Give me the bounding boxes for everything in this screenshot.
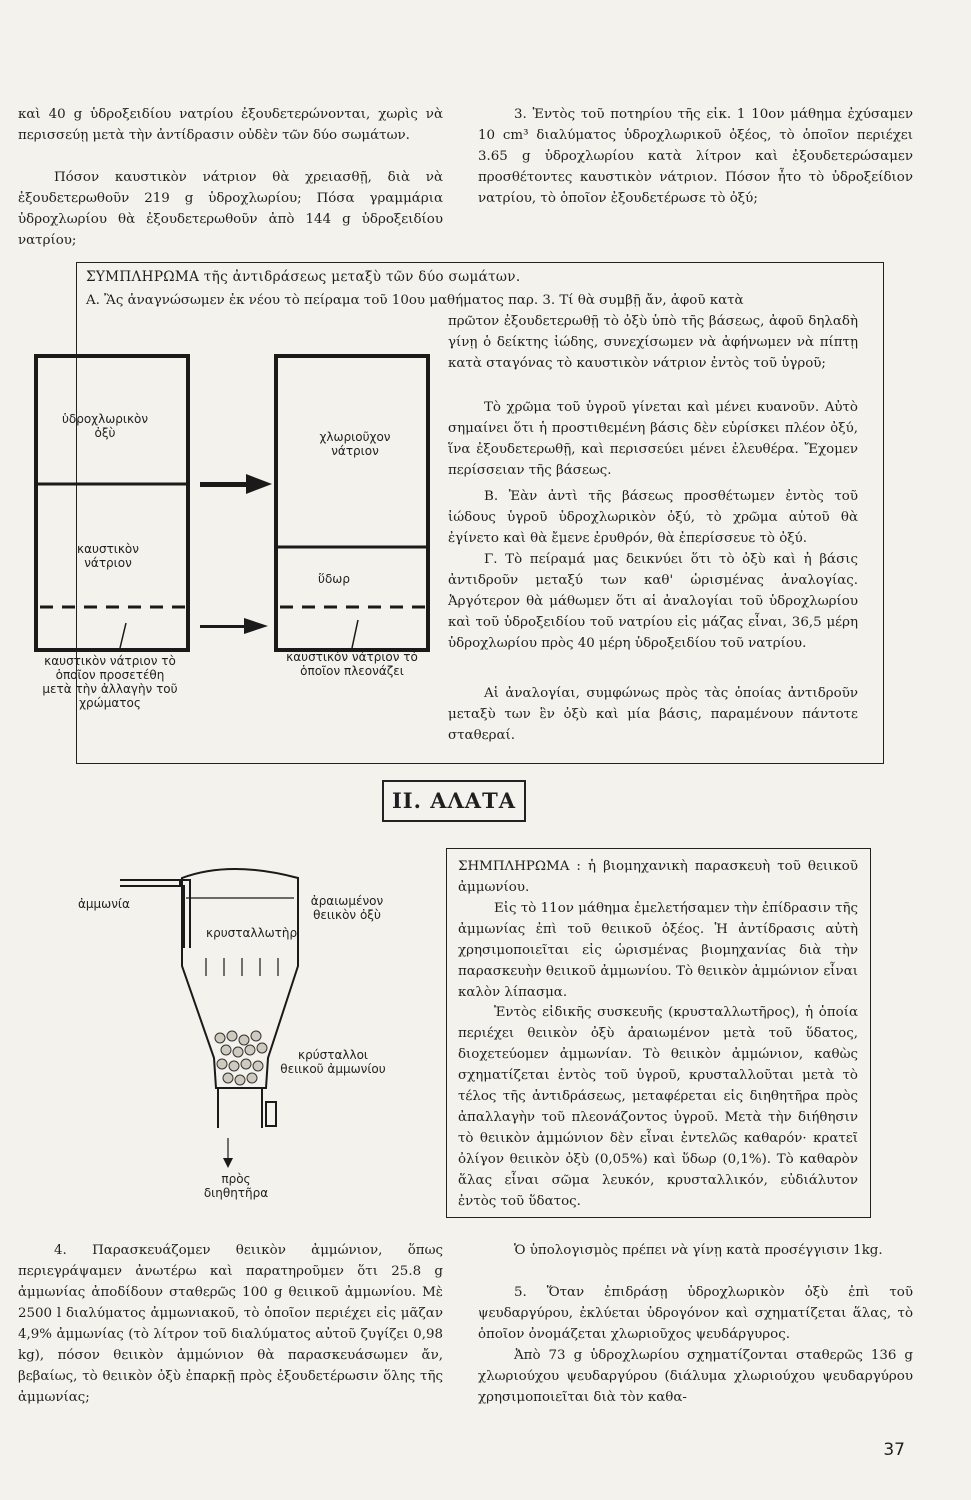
label-crystals: κρύσταλλοι θειικοῦ ἀμμωνίου	[280, 1048, 386, 1076]
top-right-para-1: 3. Ἐντὸς τοῦ ποτηρίου τῆς εἰκ. 1 10ον μάθημα ἐχύσαμεν 10 cm³ διαλύματος ὑδροχλωρικοῦ ὀξέος, τὸ ὁποῖον περιέχει 3.65 g ὑδροχλωρίου κατὰ λίτρον καὶ ἐξουδετερώσαμεν προσθέτοντες καυστικὸν νάτριον. Πόσον ἦτο τὸ ὑδροξείδιον νατρίου, τὸ ὁποῖον ἐξουδετέρωσε τὸ ὀξύ;	[478, 107, 913, 206]
flow-arrow-head	[223, 1158, 233, 1168]
arrow-bottom	[200, 618, 268, 634]
supplement-2-para-1: Εἰς τὸ 11ον μάθημα ἐμελετήσαμεν τὴν ἐπίδρασιν τῆς ἀμμωνίας ἐπὶ τοῦ θειικοῦ ὀξέος. Ἡ ἀντίδρασις αὐτὴ χρησιμοποιεῖται εἰς ὡρισμένας βιομηχανίας διὰ τὴν παρασκευὴν θειικοῦ ἀμμωνίου. Τὸ θειικὸν ἀμμώνιον εἶναι καλὸν λίπασμα.	[458, 901, 858, 1000]
bottom-right-para-2: 5. Ὅταν ἐπιδράσῃ ὑδροχλωρικὸν ὀξὺ ἐπὶ τοῦ ψευδαργύρου, ἐκλύεται ὑδρογόνον καὶ σχηματίζεται ἅλας, τὸ ὁποῖον ὀνομάζεται χλωριοῦχος ψευδάργυρος.	[478, 1285, 913, 1342]
caption-added-soda: καυστικὸν νάτριον τὸ ὁποῖον προσετέθη μετὰ τὴν ἀλλαγὴν τοῦ χρώματος	[42, 654, 178, 710]
inlet-pipe	[120, 880, 180, 886]
label-crystallizer: κρυσταλλωτὴρ	[206, 926, 298, 940]
bottom-right-para-3: Ἀπὸ 73 g ὑδροχλωρίου σχηματίζονται σταθερῶς 136 g χλωριούχου ψευδαργύρου (διάλυμα χλωριούχου ψευδαργύρου χρησιμοποιεῖται διὰ τὸν καθα-	[478, 1348, 913, 1405]
label-hydrochloric-acid: ὑδροχλωρικὸν ὀξὺ	[61, 412, 149, 440]
pointer-left	[120, 623, 126, 648]
label-to-filter: πρὸς διηθητῆρα	[203, 1172, 269, 1200]
supplement-1-b: Β. Ἐὰν ἀντὶ τῆς βάσεως προσθέτωμεν ἐντὸς τοῦ ἰώδους ὑγροῦ ὑδροχλωρικὸν ὀξύ, τὸ χρῶμα αὐτοῦ θὰ ἐγίνετο καὶ θὰ ἔμενε ἐρυθρόν, θὰ ἐπερίσσευε τὸ ὀξύ.	[448, 489, 858, 546]
supplement-1-a-cont: πρῶτον ἐξουδετερωθῇ τὸ ὀξὺ ὑπὸ τῆς βάσεως, ἀφοῦ δηλαδὴ γίνῃ ὁ δείκτης ἰώδης, συνεχίσωμεν νὰ ἀφήνωμεν νὰ πίπτῃ κατὰ σταγόνας τὸ καυστικὸν νάτριον ἐντὸς τοῦ ὑγροῦ;	[448, 314, 858, 371]
label-ammonia: ἀμμωνία	[78, 897, 130, 911]
label-caustic-soda: καυστικὸν νάτριον	[77, 542, 139, 570]
supplement-2-para-2: Ἐντὸς εἰδικῆς συσκευῆς (κρυσταλλωτῆρος), ἡ ὁποία περιέχει θειικὸν ὀξὺ ἀραιωμένον μετὰ τοῦ ὕδατος, διοχετεύομεν ἀμμωνίαν. Τὸ θειικὸν ἀμμώνιον, καθὼς σχηματίζεται ἐντὸς τοῦ ὑγροῦ, κρυσταλλοῦται μετὰ τὸ τέλος τῆς ἀντιδράσεως, μεταφέρεται εἰς διηθητῆρα πρὸς ἀπαλλαγὴν τοῦ πλεονάζοντος ὑγροῦ. Μετὰ τὴν διήθησιν τὸ θειικὸν ἀμμώνιον δὲν εἶναι ἐντελῶς καθαρόν· κρατεῖ ὀλίγον θειικὸν ὀξὺ (0,05%) καὶ ὕδωρ (0,1%). Τὸ καθαρὸν ἅλας εἶναι σῶμα λευκόν, κρυσταλλικόν, εὐδιάλυτον ἐντὸς τοῦ ὕδατος.	[458, 1005, 858, 1209]
label-dilute-acid: ἀραιωμένον θειικὸν ὀξὺ	[310, 894, 384, 922]
crystal-mass	[215, 1031, 267, 1085]
bottom-right-para-1: Ὁ ὑπολογισμὸς πρέπει νὰ γίνῃ κατὰ προσέγγισιν 1kg.	[514, 1243, 883, 1258]
supplement-1-a-answer: Τὸ χρῶμα τοῦ ὑγροῦ γίνεται καὶ μένει κυανοῦν. Αὐτὸ σημαίνει ὅτι ἡ προστιθεμένη βάσις δὲν εὑρίσκει πλέον ὀξύ, ἵνα ἐξουδετερωθῇ, καὶ περισσεύει μένει ἐλευθέρα. Ἔχομεν περίσσειαν τῆς βάσεως.	[448, 400, 858, 478]
neutralization-diagram	[28, 350, 448, 660]
outlet-valve	[266, 1102, 276, 1126]
supplement-1-heading: ΣΥΜΠΛΗΡΩΜΑ τῆς ἀντιδράσεως μεταξὺ τῶν δύο σωμάτων.	[86, 269, 521, 285]
section-title-salts: II. ΑΛΑΤΑ	[382, 780, 526, 822]
arrow-top	[200, 474, 272, 494]
top-left-para-1: καὶ 40 g ὑδροξειδίου νατρίου ἐξουδετερώνονται, χωρὶς νὰ περισσεύῃ μετὰ τὴν ἀντίδρασιν οὐδὲν τῶν δύο σωμάτων.	[18, 107, 443, 143]
page-number: 37	[883, 1440, 905, 1460]
top-left-para-2: Πόσον καυστικὸν νάτριον θὰ χρειασθῇ, διὰ νὰ ἐξουδετερωθοῦν 219 g ὑδροχλωρίου; Πόσα γραμμάρια ὑδροχλωρίου θὰ ἐξουδετερωθοῦν ἀπὸ 144 g ὑδροξειδίου νατρίου;	[18, 170, 443, 248]
bottom-left-para: 4. Παρασκευάζομεν θειικὸν ἀμμώνιον, ὅπως περιεγράψαμεν ἀνωτέρω καὶ παρατηροῦμεν ὅτι 25.8 g ἀμμωνίας ἀποδίδουν σταθερῶς 100 g θειικοῦ ἀμμωνίου. Μὲ 2500 l διαλύματος ἀμμωνιακοῦ, τὸ ὁποῖον περιέχει εἰς μᾶζαν 4,9% ἀμμωνίας (τὸ λίτρον τοῦ διαλύματος αὐτοῦ ζυγίζει 0,98 kg), πόσον θειικὸν ἀμμώνιον θὰ παρασκευάσωμεν ἄν, βεβαίως, τὸ θειικὸν ὀξὺ ἐπαρκῇ πρὸς ἐξουδετέρωσιν ὅλης τῆς ἀμμωνίας;	[18, 1243, 443, 1405]
supplement-1-d: Αἱ ἀναλογίαι, συμφώνως πρὸς τὰς ὁποίας ἀντιδροῦν μεταξὺ των ἓν ὀξὺ καὶ μία βάσις, παραμένουν πάντοτε σταθεραί.	[448, 686, 858, 743]
label-water: ὕδωρ	[318, 572, 350, 586]
supplement-1-a-intro: Α. Ἂς ἀναγνώσωμεν ἐκ νέου τὸ πείραμα τοῦ 10ου μαθήματος παρ. 3. Τί θὰ συμβῇ ἄν, ἀφοῦ κατὰ	[86, 293, 744, 308]
caption-excess-soda: καυστικὸν νάτριον τὸ ὁποῖον πλεονάζει	[286, 650, 418, 678]
supplement-1-c: Γ. Τὸ πείραμά μας δεικνύει ὅτι τὸ ὀξὺ καὶ ἡ βάσις ἀντιδροῦν μεταξύ των καθ' ὡρισμένας ἀναλογίας. Ἀργότερον θὰ μάθωμεν ὅτι αἱ ἀναλογίαι τοῦ ὑδροχλωρίου καὶ τοῦ ὑδροξειδίου τοῦ νατρίου εἰς μάζας εἶναι, 36,5 μέρη ὑδροχλωρίου πρὸς 40 μέρη ὑδροξειδίου τοῦ νατρίου.	[448, 552, 858, 651]
label-sodium-chloride: χλωριοῦχον νάτριον	[319, 430, 391, 458]
supplement-2-heading: ΣΗΜΠΛΗΡΩΜΑ : ἡ βιομηχανικὴ παρασκευὴ τοῦ θειικοῦ ἀμμωνίου.	[458, 859, 858, 895]
rising-arrows	[206, 958, 278, 976]
pointer-right	[352, 620, 358, 648]
